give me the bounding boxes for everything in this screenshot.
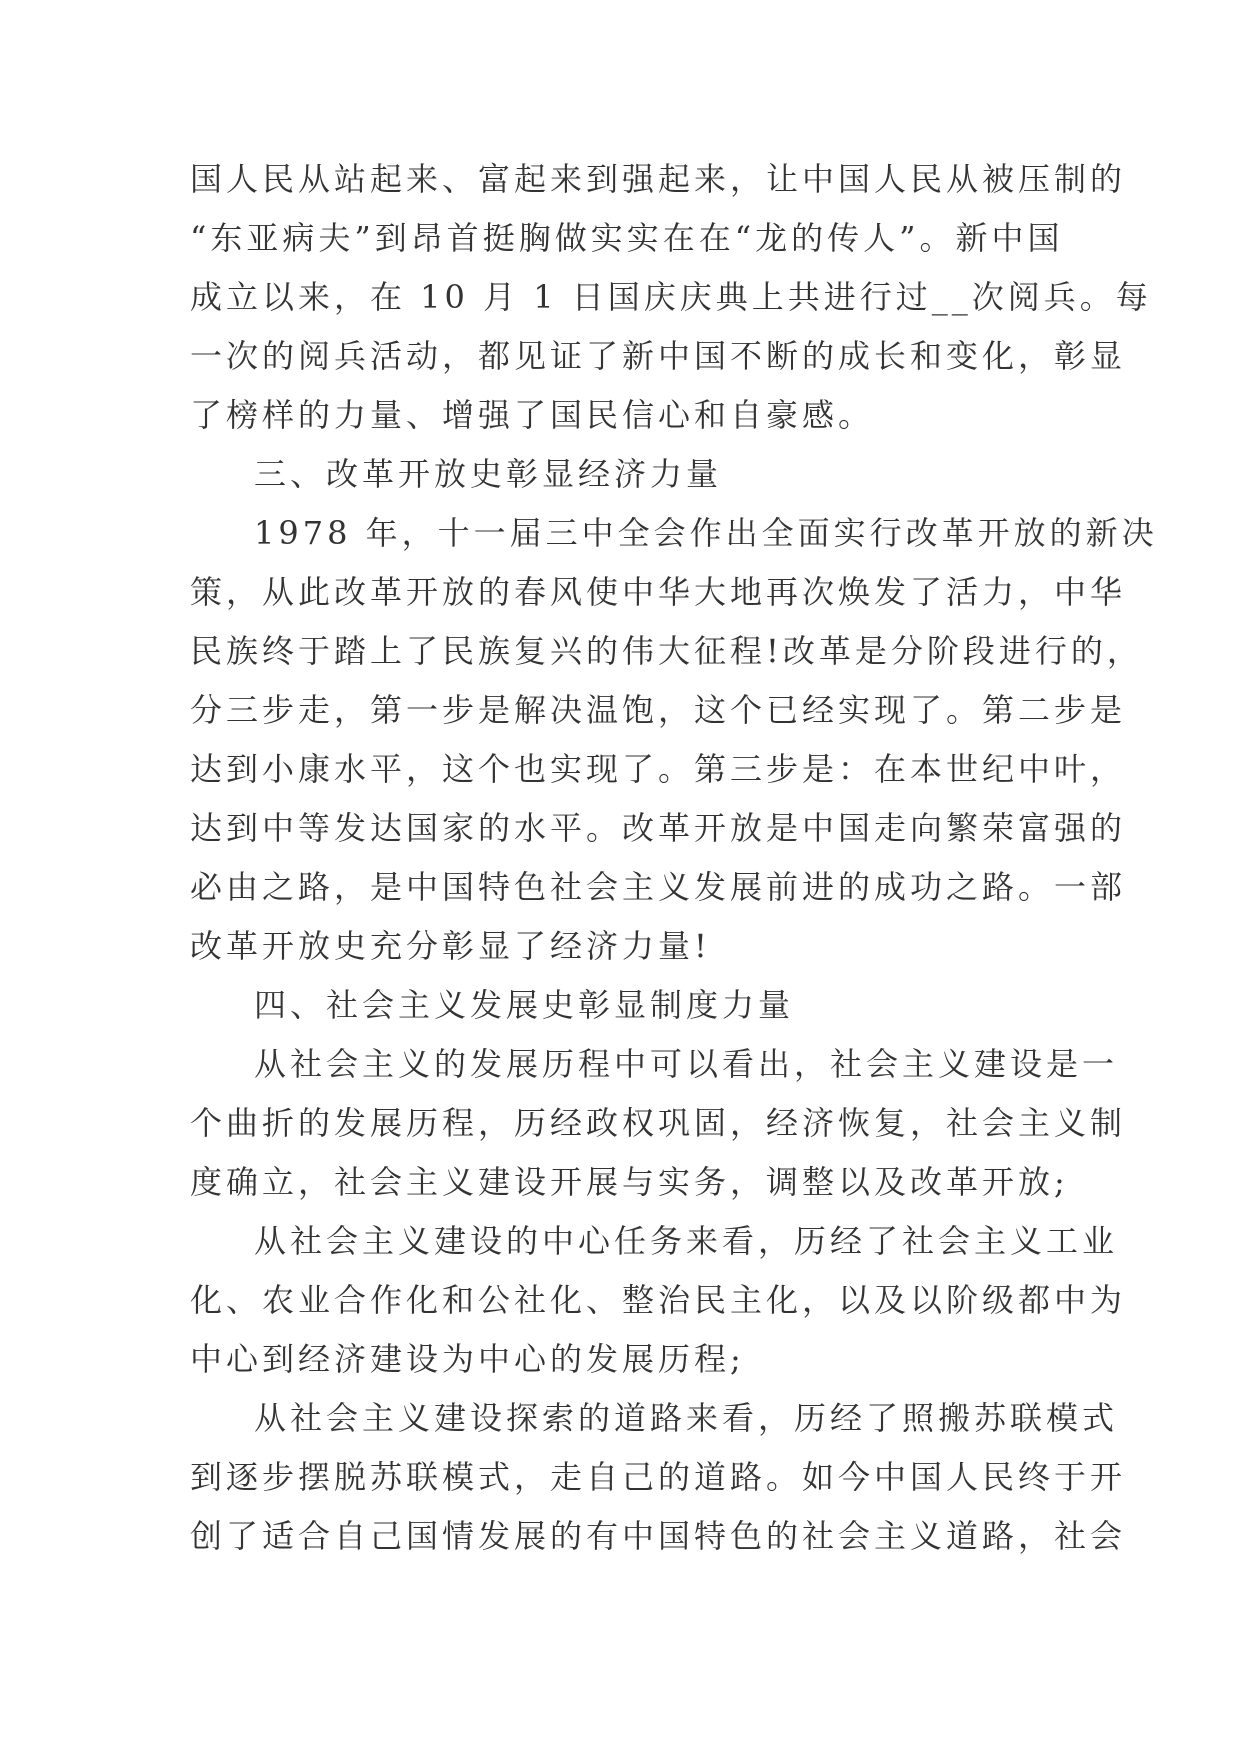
text-line: 成立以来，在 10 月 1 日国庆庆典上共进行过__次阅兵。每 <box>190 278 1152 316</box>
text-line: 到逐步摆脱苏联模式，走自己的道路。如今中国人民终于开 <box>190 1458 1127 1496</box>
text-line: 达到中等发达国家的水平。改革开放是中国走向繁荣富强的 <box>190 809 1127 847</box>
text-line: 策，从此改革开放的春风使中华大地再次焕发了活力，中华 <box>190 573 1127 611</box>
text-line: 从社会主义的发展历程中可以看出，社会主义建设是一 <box>254 1045 1119 1083</box>
text-line: 民族终于踏上了民族复兴的伟大征程!改革是分阶段进行的， <box>190 632 1143 670</box>
text-line: 从社会主义建设的中心任务来看，历经了社会主义工业 <box>254 1222 1119 1260</box>
text-line: 达到小康水平，这个也实现了。第三步是：在本世纪中叶， <box>190 750 1127 788</box>
section-heading: 三、改革开放史彰显经济力量 <box>254 455 723 493</box>
text-line: 国人民从站起来、富起来到强起来，让中国人民从被压制的 <box>190 160 1127 198</box>
text-line: 改革开放史充分彰显了经济力量! <box>190 927 711 965</box>
section-heading: 四、社会主义发展史彰显制度力量 <box>254 986 795 1024</box>
text-line: 从社会主义建设探索的道路来看，历经了照搬苏联模式 <box>254 1399 1119 1437</box>
text-line: 了榜样的力量、增强了国民信心和自豪感。 <box>190 396 875 434</box>
text-line: 分三步走，第一步是解决温饱，这个已经实现了。第二步是 <box>190 691 1127 729</box>
body-text <box>190 150 1158 1566</box>
text-line: “东亚病夫”到昂首挺胸做实实在在“龙的传人”。新中国 <box>190 219 1064 257</box>
text-line: 化、农业合作化和公社化、整治民主化，以及以阶级都中为 <box>190 1281 1127 1319</box>
text-line: 一次的阅兵活动，都见证了新中国不断的成长和变化，彰显 <box>190 337 1127 375</box>
text-line: 必由之路，是中国特色社会主义发展前进的成功之路。一部 <box>190 868 1127 906</box>
text-line: 中心到经济建设为中心的发展历程; <box>190 1340 745 1378</box>
text-line: 创了适合自己国情发展的有中国特色的社会主义道路，社会 <box>190 1517 1127 1555</box>
text-line: 1978 年，十一届三中全会作出全面实行改革开放的新决 <box>254 514 1158 552</box>
text-line: 个曲折的发展历程，历经政权巩固，经济恢复，社会主义制 <box>190 1104 1127 1142</box>
text-line: 度确立，社会主义建设开展与实务，调整以及改革开放; <box>190 1163 1069 1201</box>
